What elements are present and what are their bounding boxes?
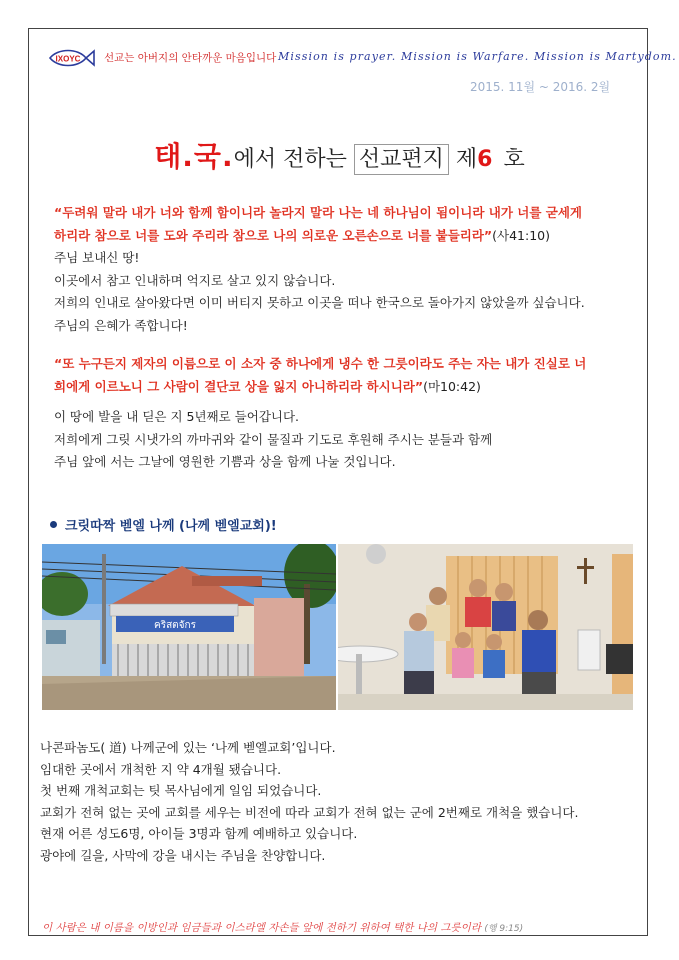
intro-line: 저희의 인내로 살아왔다면 이미 버티지 못하고 이곳을 떠나 한국으로 돌아가지 않았을까 싶습니다. [54,295,585,310]
body-line: 임대한 곳에서 개척한 지 약 4개월 됐습니다. [40,761,282,777]
intro2-line: 이 땅에 발을 내 딛은 지 5년째로 들어갑니다. [54,409,300,424]
header-english-slogan: Mission is prayer. Mission is Warfare. Mission is Martydom. [278,50,677,63]
intro2-line: 주님 앞에 서는 그날에 영원한 기쁨과 상을 함께 나눌 것입니다. [54,454,396,469]
ichthys-fish-icon [48,47,96,69]
section-heading-text: 크릿따짝 벧엘 나께 (나께 벧엘교회)! [65,519,277,534]
intro-lines2 [54,406,634,474]
verse2-line1: “또 누구든지 제자의 이름으로 이 소자 중 하나에게 냉수 한 그릇이라도 주는 자는 내가 진실로 너 [54,356,587,371]
body-line: 나콘파놈도( 道) 나께군에 있는 ‘나께 벧엘교회’입니다. [40,740,336,755]
title-country: 태.국. [154,140,234,173]
section-heading [50,515,277,534]
title-prefix: 제 [455,147,478,172]
body-line: 광야에 길을, 사막에 강을 내시는 주님을 찬양합니다. [40,847,326,863]
verse2-line2: 희에게 이르노니 그 사람이 결단코 상을 잃지 아니하리라 하시니라” [54,378,424,394]
bullet-icon [50,521,57,528]
church-sign-text: คริสตจักร [154,620,196,631]
footer-verse [42,920,523,935]
intro-section [54,202,634,337]
title-suffix: 호 [503,147,525,172]
verse2-ref: (마10:42) [423,378,481,394]
svg-text:IXOYC: IXOYC [55,54,81,64]
date-range: 2015. 11월 ~ 2016. 2월 [470,80,611,94]
title-boxed: 선교편지 [354,144,449,175]
intro2-line: 저희에게 그릿 시냇가의 까마귀와 같이 물질과 기도로 후원해 주시는 분들과 함께 [54,431,493,447]
intro-line: 주님 보내신 땅! [54,250,140,265]
verse1-line1: “두려워 말라 내가 너와 함께 함이니라 놀라지 말라 나는 네 하나님이 됨이니라 내가 너를 굳세게 [54,205,582,220]
church-building-photo [42,544,336,710]
verse1-line2: 하리라 참으로 너를 도와 주리라 참으로 나의 의로운 오른손으로 너를 붙들리라” [54,227,493,243]
header-korean-slogan: 선교는 아버지의 안타까운 마음입니다 [104,52,277,64]
body-section [40,737,640,866]
footer-text: 이 사람은 내 이름을 이방인과 임금들과 이스라엘 자손들 앞에 전하기 위하여 택한 나의 그릇이라 [42,922,481,934]
title-number: 6 [477,147,493,172]
body-line: 현재 어른 성도6명, 아이들 3명과 함께 예배하고 있습니다. [40,826,358,841]
body-line: 첫 번째 개척교회는 팃 목사님에게 일임 되었습니다. [40,783,322,798]
intro-line: 주님의 은혜가 족합니다! [54,317,188,333]
footer-ref: (행 9:15) [484,924,524,934]
body-line: 교회가 전혀 없는 곳에 교회를 세우는 비전에 따라 교회가 전혀 없는 군에 2번째로 개척을 했습니다. [40,804,579,820]
intro-line: 이곳에서 참고 인내하며 억지로 살고 있지 않습니다. [54,272,336,288]
page-title [0,135,679,175]
title-middle: 에서 전하는 [233,147,347,172]
verse1-ref: (사41:10) [492,227,550,243]
verse2-section [54,353,634,398]
congregation-group-photo [338,544,633,710]
